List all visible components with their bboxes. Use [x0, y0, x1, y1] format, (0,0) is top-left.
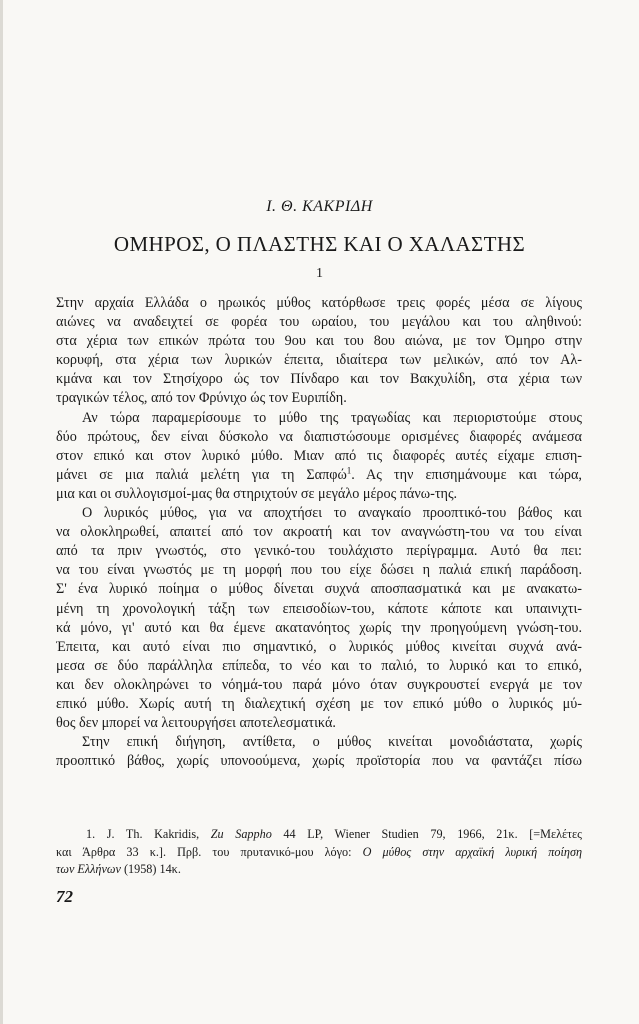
- footnote-text: 44 LP, Wiener Studien 79, 1966, 21κ. [=Μελέτες: [271, 827, 582, 841]
- text-line: αιώνες να αναδειχτεί σε φορέα του ωραίου, του μεγάλου και του αληθινού:: [56, 314, 582, 331]
- text-line: στα χέρια των επικών πρώτα του 9ου και του 8ου αιώνα, με τον Όμηρο στην: [56, 333, 582, 350]
- text-line: κορυφή, στα χέρια των λυρικών έπειτα, ιδιαίτερα των μελικών, από τον Αλ-: [56, 352, 582, 369]
- text-line: θος δεν μπορεί να λειτουργήσει αποτελεσματικά.: [56, 715, 336, 732]
- section-number: 1: [316, 266, 323, 281]
- footnote-marker: 1: [346, 465, 352, 476]
- main-text: [56, 294, 582, 771]
- footnote-line: [56, 826, 582, 844]
- text-line: μένη τη χρονολογική τάξη των επεισοδίων-του, κάποτε κάποτε και υπαινιχτι-: [56, 600, 582, 617]
- text-line: Στην επική διήγηση, αντίθετα, ο μύθος κινείται μονοδιάστατα, χωρίς: [82, 734, 582, 751]
- text-line: και δεν ολοκληρώνει το νόημά-του παρά μόνο όταν συγκρουστεί ενεργά με τον: [56, 676, 582, 693]
- text-line: Σ' ένα λυρικό ποίημα ο μύθος δίνεται συχνά αποσπασματικά και με ανακατω-: [56, 581, 582, 598]
- text-fragment: . Ας την επισημάνουμε και τώρα,: [351, 466, 582, 483]
- footnote-line: [56, 861, 582, 879]
- author-name: Ι. Θ. ΚΑΚΡΙΔΗ: [266, 198, 373, 215]
- text-line: μια και οι συλλογισμοί-μας θα στηριχτούν σε μεγάλο μέρος πάνω-της.: [56, 485, 458, 502]
- footnote-text: (1958) 14κ.: [120, 862, 181, 876]
- footnote-text: 1. J. Th. Kakridis,: [86, 827, 211, 841]
- text-line: Ο λυρικός μύθος, για να αποχτήσει το αναγκαίο προοπτικό-του βάθος και: [82, 505, 582, 522]
- footnote-section: [56, 826, 582, 879]
- text-line: στον επικό και στον λυρικό μύθο. Μιαν από τις διαφορές αυτές είχαμε επιση-: [56, 447, 582, 464]
- text-line: Αν τώρα παραμερίσουμε το μύθο της τραγωδίας και περιοριστούμε στους: [82, 409, 582, 426]
- text-line: κμάνα και τον Στησίχορο ώς τον Πίνδαρο και τον Βακχυλίδη, στα χέρια των: [56, 371, 582, 388]
- footnote-work-title: των Ελλήνων: [56, 862, 121, 876]
- text-line: επικό μύθο. Χωρίς αυτή τη διαλεχτική σχέση με τον επικό μύθο ο λυρικός μύ-: [56, 695, 582, 712]
- text-line: μεσα σε δύο παράλληλα επίπεδα, το νέο και το παλιό, το λυρικό και το επικό,: [56, 657, 582, 674]
- page-number: 72: [56, 887, 73, 906]
- text-line: από τα πριν γνωστός, στο γενικό-του τουλάχιστο περίγραμμα. Αυτό θα πει:: [56, 543, 582, 560]
- text-line: Στην αρχαία Ελλάδα ο ηρωικός μύθος κατόρθωσε τρεις φορές μέσα σε λίγους: [56, 295, 582, 311]
- footnote-work-title: Ο μύθος στην αρχαϊκή λυρική ποίηση: [362, 844, 582, 859]
- text-line: τραγικών τέλος, από τον Φρύνιχο ώς τον Ευριπίδη.: [56, 390, 347, 407]
- text-line: προοπτικό βάθος, χωρίς υπονοούμενα, χωρίς προϊστορία που να φαντάζει πίσω: [56, 753, 582, 770]
- text-line: δύο πρώτους, δεν είναι δύσκολο να διαπιστώσουμε ορισμένες διαφορές ανάμεσα: [56, 428, 582, 445]
- text-line: να ολοκληρωθεί, απαιτεί από τον ακροατή και τον αναγνώστη-του να του είναι: [56, 524, 582, 541]
- footnote-line: [56, 844, 582, 862]
- text-line: Έπειτα, και αυτό είναι πιο σημαντικό, ο λυρικός μύθος κινείται συχνά ανά-: [56, 638, 582, 655]
- text-line: κά μόνο, γι' αυτό και θα έμενε ακατανόητος χωρίς την προηγούμενη γνώση-του.: [56, 619, 582, 636]
- text-fragment: μάνει σε μια παλιά μελέτη για τη Σαπφώ: [56, 466, 347, 483]
- footnote-work-title: Zu Sappho: [210, 827, 272, 841]
- chapter-title: ΟΜΗΡΟΣ, Ο ΠΛΑΣΤΗΣ ΚΑΙ Ο ΧΑΛΑΣΤΗΣ: [113, 232, 526, 256]
- text-line: να του είναι γνωστός με τη μορφή που του είχε δώσει η παλιά επική παράδοση.: [56, 562, 582, 579]
- footnote-text: και Άρθρα 33 κ.]. Πρβ. του πρυτανικό-μου λόγο:: [56, 844, 363, 859]
- text-line-with-footnote: [56, 466, 582, 485]
